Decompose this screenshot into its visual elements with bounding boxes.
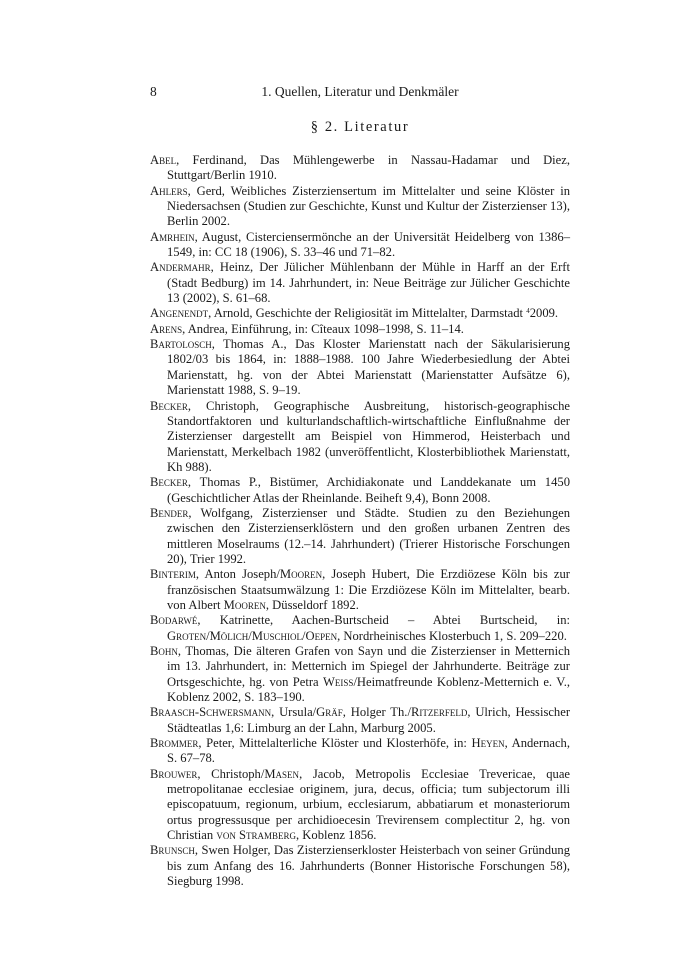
bibliography-entry bbox=[150, 767, 570, 844]
entry-text: , Anton Joseph/ bbox=[195, 567, 280, 582]
entry-text: , Gerd, Weibliches Zisterziensertum im Mittelalter und seine Klöster in Niedersachsen (Studien zur Geschichte, Kunst und Kultur der Zisterzienser 13), Berlin 2002. bbox=[167, 183, 570, 229]
entry-text: /Heimatfreunde Koblenz-Metternich e. V., Koblenz 2002, S. 183–190. bbox=[167, 674, 570, 705]
entry-editor: Weiss bbox=[323, 674, 354, 689]
bibliography-entry bbox=[150, 337, 570, 398]
entry-text: , Swen Holger, Das Zisterzienserkloster Heisterbach von seiner Gründung bis zum Anfang des 16. Jahrhunderts (Bonner Historische Forschungen 58), Siegburg 1998. bbox=[167, 843, 570, 889]
entry-coauthor: Mooren bbox=[279, 567, 323, 582]
bibliography-entry bbox=[150, 843, 570, 889]
bibliography-entry bbox=[150, 399, 570, 476]
entry-text: , Holger Th./ bbox=[342, 705, 411, 720]
entry-coauthor: Ritzerfeld bbox=[410, 705, 468, 720]
entry-author: Bender bbox=[150, 505, 189, 520]
entry-text: , Ferdinand, Das Mühlengewerbe in Nassau-Hadamar und Diez, Stuttgart/Berlin 1910. bbox=[167, 153, 570, 183]
entry-author: Binterim bbox=[150, 567, 196, 582]
entry-author: Amrhein bbox=[150, 229, 195, 244]
entry-author: Bodarwé bbox=[150, 613, 198, 628]
entry-text: , Heinz, Der Jülicher Mühlenbann der Mühle in Harff an der Erft (Stadt Bedburg) im 14. Jahrhundert, in: Neue Beiträge zur Jülicher Geschichte 13 (2002), S. 61–68. bbox=[167, 260, 570, 306]
entry-author: Bohn bbox=[150, 644, 178, 658]
bibliography-entry bbox=[150, 322, 570, 337]
bibliography-entry bbox=[150, 184, 570, 230]
running-title: 1. Quellen, Literatur und Denkmäler bbox=[261, 84, 459, 99]
bibliography-entry bbox=[150, 705, 570, 736]
page-number: 8 bbox=[150, 84, 157, 99]
bibliography-entry bbox=[150, 506, 570, 567]
entry-author: Ahlers bbox=[150, 183, 188, 198]
entry-text: , Christoph/ bbox=[197, 766, 265, 781]
entry-coauthor: Masen bbox=[264, 766, 300, 781]
entry-coauthor: Gräf bbox=[316, 705, 343, 720]
entry-text: , Koblenz 1856. bbox=[296, 828, 377, 843]
running-head bbox=[150, 84, 570, 102]
entry-text: , Thomas, Die älteren Grafen von Sayn und die Zisterzienser in Metternich im 13. Jahrhundert, in: Metternich im Spiegel der Jahrhunderte. Beiträge zur Ortsgeschichte, hg. von Petra bbox=[167, 644, 570, 689]
bibliography-entry bbox=[150, 475, 570, 506]
bibliography-entry bbox=[150, 153, 570, 184]
entry-text: , Wolfgang, Zisterzienser und Städte. Studien zu den Beziehungen zwischen den Zisterzienserklöstern und den großen urbanen Zentren des mittleren Moselraums (12.–14. Jahrhundert) (Trierer Historische Forschungen 20), Trier 1992. bbox=[167, 505, 570, 566]
bibliography-entry bbox=[150, 306, 570, 321]
bibliography-list bbox=[150, 153, 570, 890]
entry-text: , Arnold, Geschichte der Religiosität im Mittelalter, Darmstadt bbox=[208, 306, 527, 321]
bibliography-entry bbox=[150, 644, 570, 705]
entry-text: , Katrinette, Aachen-Burtscheid – Abtei Burtscheid, in: bbox=[197, 613, 570, 628]
section-title: § 2. Literatur bbox=[310, 119, 410, 135]
entry-text: , Ursula/ bbox=[271, 705, 317, 720]
entry-text: 2009. bbox=[529, 306, 559, 321]
entry-text: , Christoph, Geographische Ausbreitung, historisch-geographische Standortfaktoren und kulturlandschaftlich-wirtschaftliche Einflußnahme der Zisterzienser dargestellt am Beispiel von Himmerod, Heisterbach und Marienstatt, Merkelbach 1982 (unveröffentlicht, Klosterbibliothek Marienstatt, Kh 988). bbox=[167, 398, 570, 474]
entry-text: , Ulrich, Hessischer Städteatlas 1,6: Limburg an der Lahn, Marburg 2005. bbox=[167, 705, 571, 735]
bibliography-entry bbox=[150, 613, 570, 644]
entry-text: , Thomas P., Bistümer, Archidiakonate und Landdekanate um 1450 (Geschichtlicher Atlas der Rheinlande. Beiheft 9,4), Bonn 2008. bbox=[167, 475, 570, 505]
bibliography-entry bbox=[150, 230, 570, 261]
entry-author: Andermahr bbox=[150, 260, 211, 275]
entry-author: Abel bbox=[150, 153, 177, 167]
entry-text: , Düsseldorf 1892. bbox=[265, 597, 359, 612]
entry-text: , Andrea, Einführung, in: Cîteaux 1098–1998, S. 11–14. bbox=[182, 321, 464, 336]
entry-editor: Heyen bbox=[471, 736, 505, 751]
entry-author: Angenendt bbox=[150, 306, 209, 321]
entry-text: , Andernach, S. 67–78. bbox=[167, 736, 570, 766]
bibliography-entry bbox=[150, 260, 570, 306]
entry-author: Bartolosch bbox=[150, 337, 212, 352]
entry-editors: Groten/Mölich/Muschiol/Oepen bbox=[167, 628, 338, 643]
entry-author: Brommer bbox=[150, 736, 199, 751]
entry-author: Brouwer bbox=[150, 766, 198, 781]
entry-author: Becker bbox=[150, 475, 188, 490]
entry-text: , Thomas A., Das Kloster Marienstatt nach der Säkularisierung 1802/03 bis 1864, in: 1888–1988. 100 Jahre Wiederbesiedlung der Abtei Marienstatt, hg. von der Abtei Marienstatt (Marienstatter Aufsätze 6), Marienstatt 1988, S. 9–19. bbox=[167, 337, 570, 398]
entry-author: Brunsch bbox=[150, 843, 195, 858]
entry-author: Braasch-Schwersmann bbox=[150, 705, 272, 720]
entry-text: , Peter, Mittelalterliche Klöster und Klosterhöfe, in: bbox=[198, 736, 472, 751]
entry-text: , August, Cisterciensermönche an der Universität Heidelberg von 1386–1549, in: CC 18 (1906), S. 33–46 und 71–82. bbox=[167, 229, 570, 260]
entry-author: Becker bbox=[150, 398, 188, 413]
entry-text: , Nordrheinisches Klosterbuch 1, S. 209–220. bbox=[337, 628, 567, 643]
bibliography-entry bbox=[150, 736, 570, 767]
bibliography-entry bbox=[150, 567, 570, 613]
entry-text: , Jacob, Metropolis Ecclesiae Trevericae, quae metropolitanae ecclesiae originem, jura, decus, officia; tum subjectorum illi episcopatuum, regionum, urbium, ecclesiarum, abbatiarum et monasteriorum ortus progressusque per archidioecesin Trevirensem complectitur 2, hg. von Christian bbox=[167, 766, 570, 843]
entry-author: Arens bbox=[150, 321, 183, 336]
entry-editor: von Stramberg bbox=[216, 828, 296, 843]
entry-editor: Mooren bbox=[223, 597, 266, 612]
entry-text: , Joseph Hubert, Die Erzdiözese Köln bis zur französischen Staatsumwälzung 1: Die Erzdiözese Köln im Mittelalter, bearb. von Albert bbox=[167, 567, 570, 612]
edition-superscript: 4 bbox=[526, 307, 530, 316]
